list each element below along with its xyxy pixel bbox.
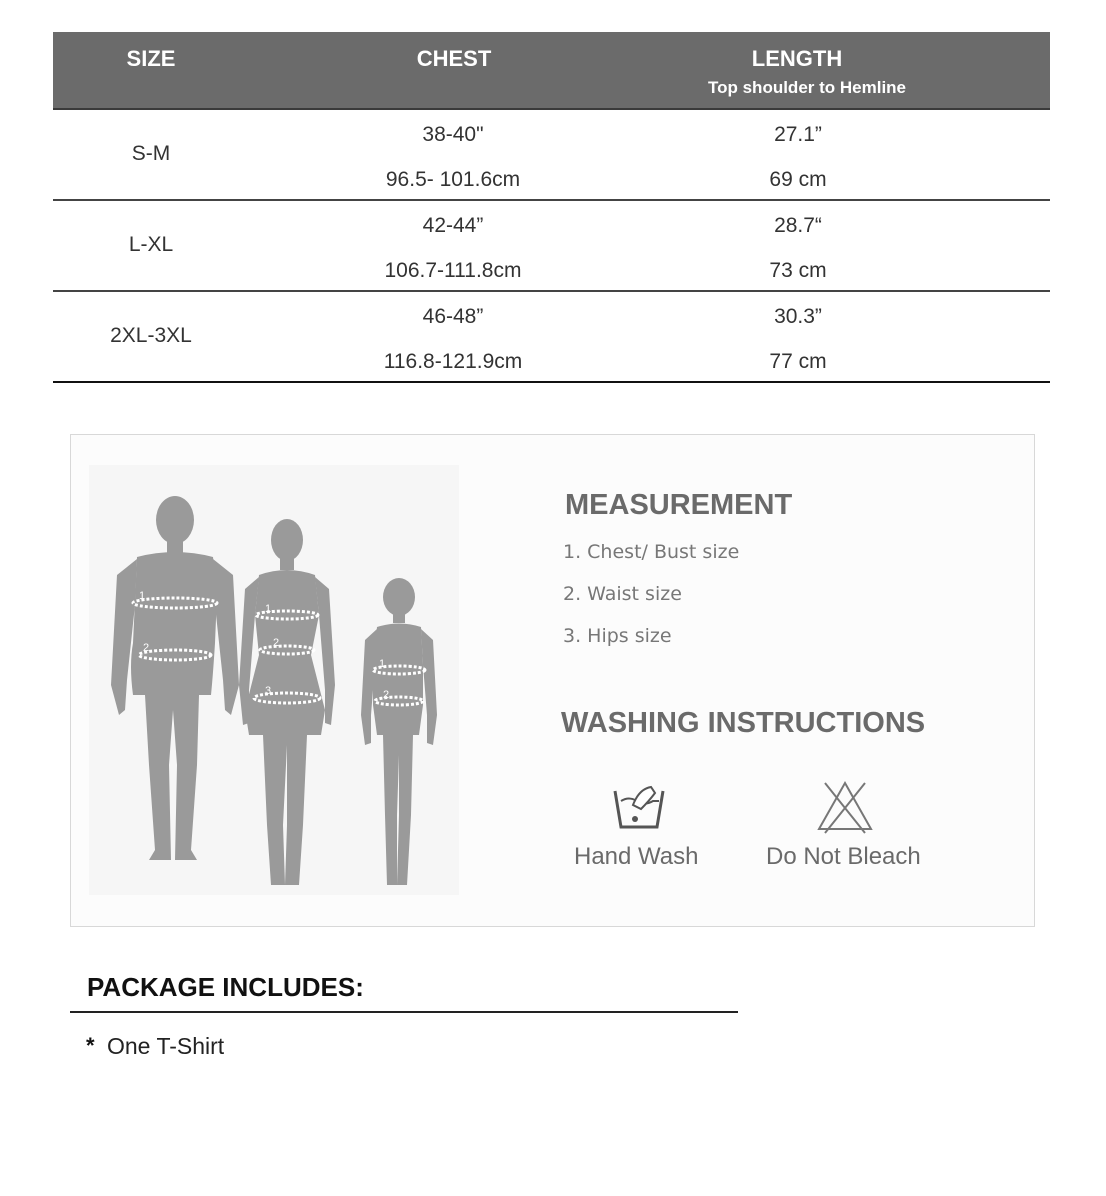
do-not-bleach-icon xyxy=(815,779,875,840)
header-size: SIZE xyxy=(126,46,176,71)
body-silhouettes-figure xyxy=(89,465,459,895)
hand-wash-label: Hand Wash xyxy=(574,843,699,870)
svg-text:2: 2 xyxy=(273,637,280,649)
svg-text:1: 1 xyxy=(139,590,146,602)
measurement-panel xyxy=(70,434,1035,927)
svg-text:3: 3 xyxy=(265,685,272,697)
chest-cm: 106.7-111.8cm xyxy=(384,259,522,282)
length-inches: 28.7“ xyxy=(774,214,822,237)
size-value: L-XL xyxy=(128,233,174,256)
hand-wash-icon xyxy=(611,779,667,838)
chest-cm: 116.8-121.9cm xyxy=(383,350,523,373)
table-row xyxy=(53,292,1050,383)
svg-text:2: 2 xyxy=(383,689,390,701)
table-header xyxy=(53,32,1050,110)
chest-inches: 38-40" xyxy=(422,123,484,146)
length-cm: 73 cm xyxy=(769,259,827,282)
package-title: PACKAGE INCLUDES: xyxy=(87,972,364,1002)
length-cm: 77 cm xyxy=(769,350,827,373)
length-cm: 69 cm xyxy=(769,168,827,191)
length-inches: 30.3” xyxy=(774,305,822,328)
measurement-title: MEASUREMENT xyxy=(565,489,793,521)
chest-inches: 42-44” xyxy=(422,214,484,237)
table-row xyxy=(53,201,1050,292)
body-silhouettes-icon xyxy=(89,465,459,895)
washing-title: WASHING INSTRUCTIONS xyxy=(561,707,926,739)
svg-text:1: 1 xyxy=(265,603,272,615)
chest-cm: 96.5- 101.6cm xyxy=(385,168,521,191)
header-chest: CHEST xyxy=(416,46,492,71)
size-chart-table xyxy=(53,32,1050,383)
svg-text:2: 2 xyxy=(143,642,150,654)
size-value: S-M xyxy=(131,142,171,165)
length-inches: 27.1” xyxy=(774,123,822,146)
package-divider xyxy=(70,1011,738,1013)
header-length-subtitle: Top shoulder to Hemline xyxy=(707,78,907,97)
bullet-icon: * xyxy=(86,1033,95,1058)
package-item: One T-Shirt xyxy=(107,1033,225,1059)
measurement-item-chest: 1. Chest/ Bust size xyxy=(563,541,740,563)
svg-text:1: 1 xyxy=(379,658,386,670)
measurement-item-hips: 3. Hips size xyxy=(563,625,672,647)
header-length: LENGTH xyxy=(751,46,843,71)
do-not-bleach-label: Do Not Bleach xyxy=(766,843,921,870)
table-row xyxy=(53,110,1050,201)
size-value: 2XL-3XL xyxy=(110,324,192,347)
measurement-item-waist: 2. Waist size xyxy=(563,583,682,605)
chest-inches: 46-48” xyxy=(422,305,484,328)
